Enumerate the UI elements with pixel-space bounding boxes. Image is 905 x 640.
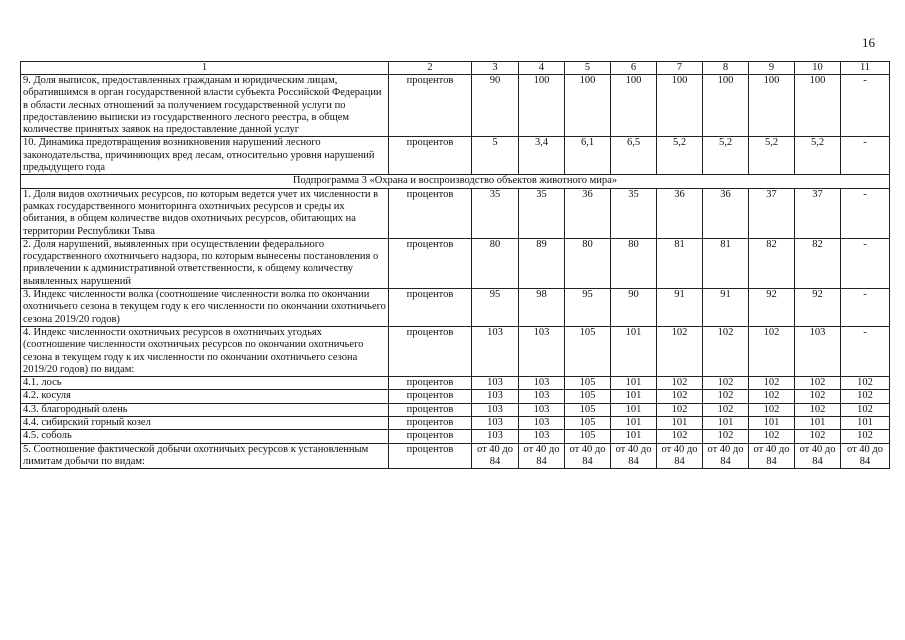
value-cell: 35 bbox=[519, 188, 565, 238]
value-cell: 100 bbox=[657, 75, 703, 137]
indicator-name: 2. Доля нарушений, выявленных при осуществлении федерального государственного охотничьего надзора, по которым вынесены постановления о привлечении к административной ответственности, к общему количеству выявленных нарушений bbox=[21, 238, 389, 288]
value-cell: 105 bbox=[565, 417, 611, 430]
value-cell: 82 bbox=[795, 238, 841, 288]
value-cell: 103 bbox=[472, 403, 519, 416]
unit-cell: процентов bbox=[389, 326, 472, 376]
value-cell: 102 bbox=[703, 377, 749, 390]
value-cell: 35 bbox=[611, 188, 657, 238]
value-cell: 105 bbox=[565, 326, 611, 376]
table-row bbox=[21, 377, 890, 390]
unit-cell: процентов bbox=[389, 75, 472, 137]
value-cell: от 40 до 84 bbox=[472, 443, 519, 469]
value-cell: 100 bbox=[749, 75, 795, 137]
value-cell: 91 bbox=[703, 289, 749, 327]
column-number: 9 bbox=[749, 62, 795, 75]
column-number: 8 bbox=[703, 62, 749, 75]
value-cell: 103 bbox=[519, 417, 565, 430]
column-number: 11 bbox=[841, 62, 890, 75]
value-cell: 102 bbox=[795, 377, 841, 390]
value-cell: 100 bbox=[611, 75, 657, 137]
value-cell: 102 bbox=[749, 430, 795, 443]
value-cell: 90 bbox=[472, 75, 519, 137]
table-row bbox=[21, 417, 890, 430]
value-cell: 103 bbox=[519, 377, 565, 390]
unit-cell: процентов bbox=[389, 137, 472, 175]
indicator-name: 5. Соотношение фактической добычи охотничьих ресурсов к установленным лимитам добычи по видам: bbox=[21, 443, 389, 469]
value-cell: 3,4 bbox=[519, 137, 565, 175]
value-cell: 101 bbox=[749, 417, 795, 430]
column-number: 4 bbox=[519, 62, 565, 75]
table-row bbox=[21, 137, 890, 175]
value-cell: от 40 до 84 bbox=[703, 443, 749, 469]
value-cell: 5,2 bbox=[795, 137, 841, 175]
table-row bbox=[21, 390, 890, 403]
column-number: 1 bbox=[21, 62, 389, 75]
indicator-name: 4. Индекс численности охотничьих ресурсов в охотничьих угодьях (соотношение численности охотничьих ресурсов по окончании охотничьего сезона в текущем году к их численности по окончании охотничьего сезона 2019/20 годов) по видам: bbox=[21, 326, 389, 376]
unit-cell: процентов bbox=[389, 417, 472, 430]
value-cell: 82 bbox=[749, 238, 795, 288]
value-cell: 102 bbox=[703, 326, 749, 376]
value-cell: 80 bbox=[472, 238, 519, 288]
value-cell: 101 bbox=[703, 417, 749, 430]
value-cell: 102 bbox=[749, 326, 795, 376]
indicator-name: 3. Индекс численности волка (соотношение численности волка по окончании охотничьего сезона в текущем году к его численности по окончании охотничьего сезона 2019/20 годов) bbox=[21, 289, 389, 327]
value-cell: от 40 до 84 bbox=[565, 443, 611, 469]
value-cell: 102 bbox=[749, 403, 795, 416]
column-number: 2 bbox=[389, 62, 472, 75]
value-cell: 102 bbox=[841, 430, 890, 443]
table-row bbox=[21, 326, 890, 376]
value-cell: 5 bbox=[472, 137, 519, 175]
value-cell: 101 bbox=[657, 417, 703, 430]
value-cell: 102 bbox=[795, 390, 841, 403]
table-row bbox=[21, 443, 890, 469]
indicators-table bbox=[20, 61, 890, 469]
indicator-name: 4.5. соболь bbox=[21, 430, 389, 443]
value-cell: - bbox=[841, 75, 890, 137]
value-cell: 6,5 bbox=[611, 137, 657, 175]
column-number: 5 bbox=[565, 62, 611, 75]
unit-cell: процентов bbox=[389, 430, 472, 443]
value-cell: 37 bbox=[749, 188, 795, 238]
value-cell: 5,2 bbox=[749, 137, 795, 175]
value-cell: - bbox=[841, 188, 890, 238]
unit-cell: процентов bbox=[389, 443, 472, 469]
value-cell: 5,2 bbox=[703, 137, 749, 175]
indicator-name: 4.3. благородный олень bbox=[21, 403, 389, 416]
value-cell: от 40 до 84 bbox=[611, 443, 657, 469]
value-cell: 102 bbox=[657, 430, 703, 443]
value-cell: 102 bbox=[841, 390, 890, 403]
value-cell: 101 bbox=[841, 417, 890, 430]
value-cell: 81 bbox=[657, 238, 703, 288]
value-cell: 100 bbox=[703, 75, 749, 137]
value-cell: 100 bbox=[519, 75, 565, 137]
section-header-row bbox=[21, 175, 890, 188]
table-row bbox=[21, 403, 890, 416]
value-cell: 102 bbox=[703, 430, 749, 443]
value-cell: от 40 до 84 bbox=[795, 443, 841, 469]
value-cell: от 40 до 84 bbox=[519, 443, 565, 469]
value-cell: 36 bbox=[703, 188, 749, 238]
value-cell: 102 bbox=[657, 403, 703, 416]
value-cell: 102 bbox=[795, 430, 841, 443]
value-cell: 103 bbox=[519, 326, 565, 376]
value-cell: 103 bbox=[795, 326, 841, 376]
value-cell: 80 bbox=[565, 238, 611, 288]
value-cell: 102 bbox=[841, 377, 890, 390]
column-number: 3 bbox=[472, 62, 519, 75]
value-cell: 102 bbox=[795, 403, 841, 416]
indicator-name: 4.4. сибирский горный козел bbox=[21, 417, 389, 430]
value-cell: 5,2 bbox=[657, 137, 703, 175]
value-cell: 103 bbox=[472, 390, 519, 403]
value-cell: - bbox=[841, 137, 890, 175]
value-cell: 103 bbox=[472, 417, 519, 430]
value-cell: 103 bbox=[519, 390, 565, 403]
value-cell: 101 bbox=[611, 403, 657, 416]
value-cell: 105 bbox=[565, 377, 611, 390]
value-cell: 101 bbox=[795, 417, 841, 430]
value-cell: 92 bbox=[795, 289, 841, 327]
unit-cell: процентов bbox=[389, 390, 472, 403]
value-cell: 100 bbox=[565, 75, 611, 137]
indicator-name: 1. Доля видов охотничьих ресурсов, по которым ведется учет их численности в рамках государственного мониторинга охотничьих ресурсов и среды их обитания, в общем количестве видов охотничьих ресурсов, обитающих на территории Республики Тыва bbox=[21, 188, 389, 238]
value-cell: 103 bbox=[472, 430, 519, 443]
unit-cell: процентов bbox=[389, 238, 472, 288]
table-row bbox=[21, 188, 890, 238]
value-cell: 105 bbox=[565, 390, 611, 403]
value-cell: 91 bbox=[657, 289, 703, 327]
value-cell: 102 bbox=[657, 326, 703, 376]
value-cell: - bbox=[841, 238, 890, 288]
value-cell: 90 bbox=[611, 289, 657, 327]
value-cell: 103 bbox=[519, 403, 565, 416]
value-cell: 95 bbox=[472, 289, 519, 327]
value-cell: 102 bbox=[657, 377, 703, 390]
value-cell: 101 bbox=[611, 390, 657, 403]
value-cell: 102 bbox=[749, 390, 795, 403]
value-cell: 103 bbox=[472, 326, 519, 376]
table-row bbox=[21, 289, 890, 327]
table-row bbox=[21, 430, 890, 443]
value-cell: 80 bbox=[611, 238, 657, 288]
value-cell: 101 bbox=[611, 417, 657, 430]
value-cell: 35 bbox=[472, 188, 519, 238]
value-cell: 102 bbox=[703, 403, 749, 416]
value-cell: 103 bbox=[519, 430, 565, 443]
value-cell: от 40 до 84 bbox=[841, 443, 890, 469]
value-cell: - bbox=[841, 289, 890, 327]
unit-cell: процентов bbox=[389, 403, 472, 416]
value-cell: 98 bbox=[519, 289, 565, 327]
value-cell: 100 bbox=[795, 75, 841, 137]
unit-cell: процентов bbox=[389, 377, 472, 390]
value-cell: 102 bbox=[703, 390, 749, 403]
page-number: 16 bbox=[862, 35, 875, 50]
value-cell: от 40 до 84 bbox=[749, 443, 795, 469]
value-cell: 105 bbox=[565, 430, 611, 443]
value-cell: 101 bbox=[611, 326, 657, 376]
column-number-row bbox=[21, 62, 890, 75]
value-cell: 102 bbox=[841, 403, 890, 416]
column-number: 7 bbox=[657, 62, 703, 75]
value-cell: 95 bbox=[565, 289, 611, 327]
value-cell: 6,1 bbox=[565, 137, 611, 175]
value-cell: 103 bbox=[472, 377, 519, 390]
value-cell: 36 bbox=[565, 188, 611, 238]
unit-cell: процентов bbox=[389, 188, 472, 238]
value-cell: - bbox=[841, 326, 890, 376]
value-cell: 105 bbox=[565, 403, 611, 416]
indicator-name: 9. Доля выписок, предоставленных гражданам и юридическим лицам, обратившимся в орган государственной власти субъекта Российской Федерации в области лесных отношений за получением государственной услуги по предоставлению выписки из государственного лесного реестра, в общем количестве принятых заявок на предоставление данной услуг bbox=[21, 75, 389, 137]
table-row bbox=[21, 75, 890, 137]
section-title: Подпрограмма 3 «Охрана и воспроизводство объектов животного мира» bbox=[21, 175, 890, 188]
value-cell: 101 bbox=[611, 430, 657, 443]
column-number: 6 bbox=[611, 62, 657, 75]
value-cell: от 40 до 84 bbox=[657, 443, 703, 469]
value-cell: 36 bbox=[657, 188, 703, 238]
value-cell: 81 bbox=[703, 238, 749, 288]
table-row bbox=[21, 238, 890, 288]
value-cell: 101 bbox=[611, 377, 657, 390]
value-cell: 92 bbox=[749, 289, 795, 327]
value-cell: 37 bbox=[795, 188, 841, 238]
value-cell: 89 bbox=[519, 238, 565, 288]
indicator-name: 4.1. лось bbox=[21, 377, 389, 390]
value-cell: 102 bbox=[749, 377, 795, 390]
value-cell: 102 bbox=[657, 390, 703, 403]
indicator-name: 4.2. косуля bbox=[21, 390, 389, 403]
unit-cell: процентов bbox=[389, 289, 472, 327]
column-number: 10 bbox=[795, 62, 841, 75]
indicator-name: 10. Динамика предотвращения возникновения нарушений лесного законодательства, причиняющих вред лесам, относительно уровня нарушений предыдущего года bbox=[21, 137, 389, 175]
